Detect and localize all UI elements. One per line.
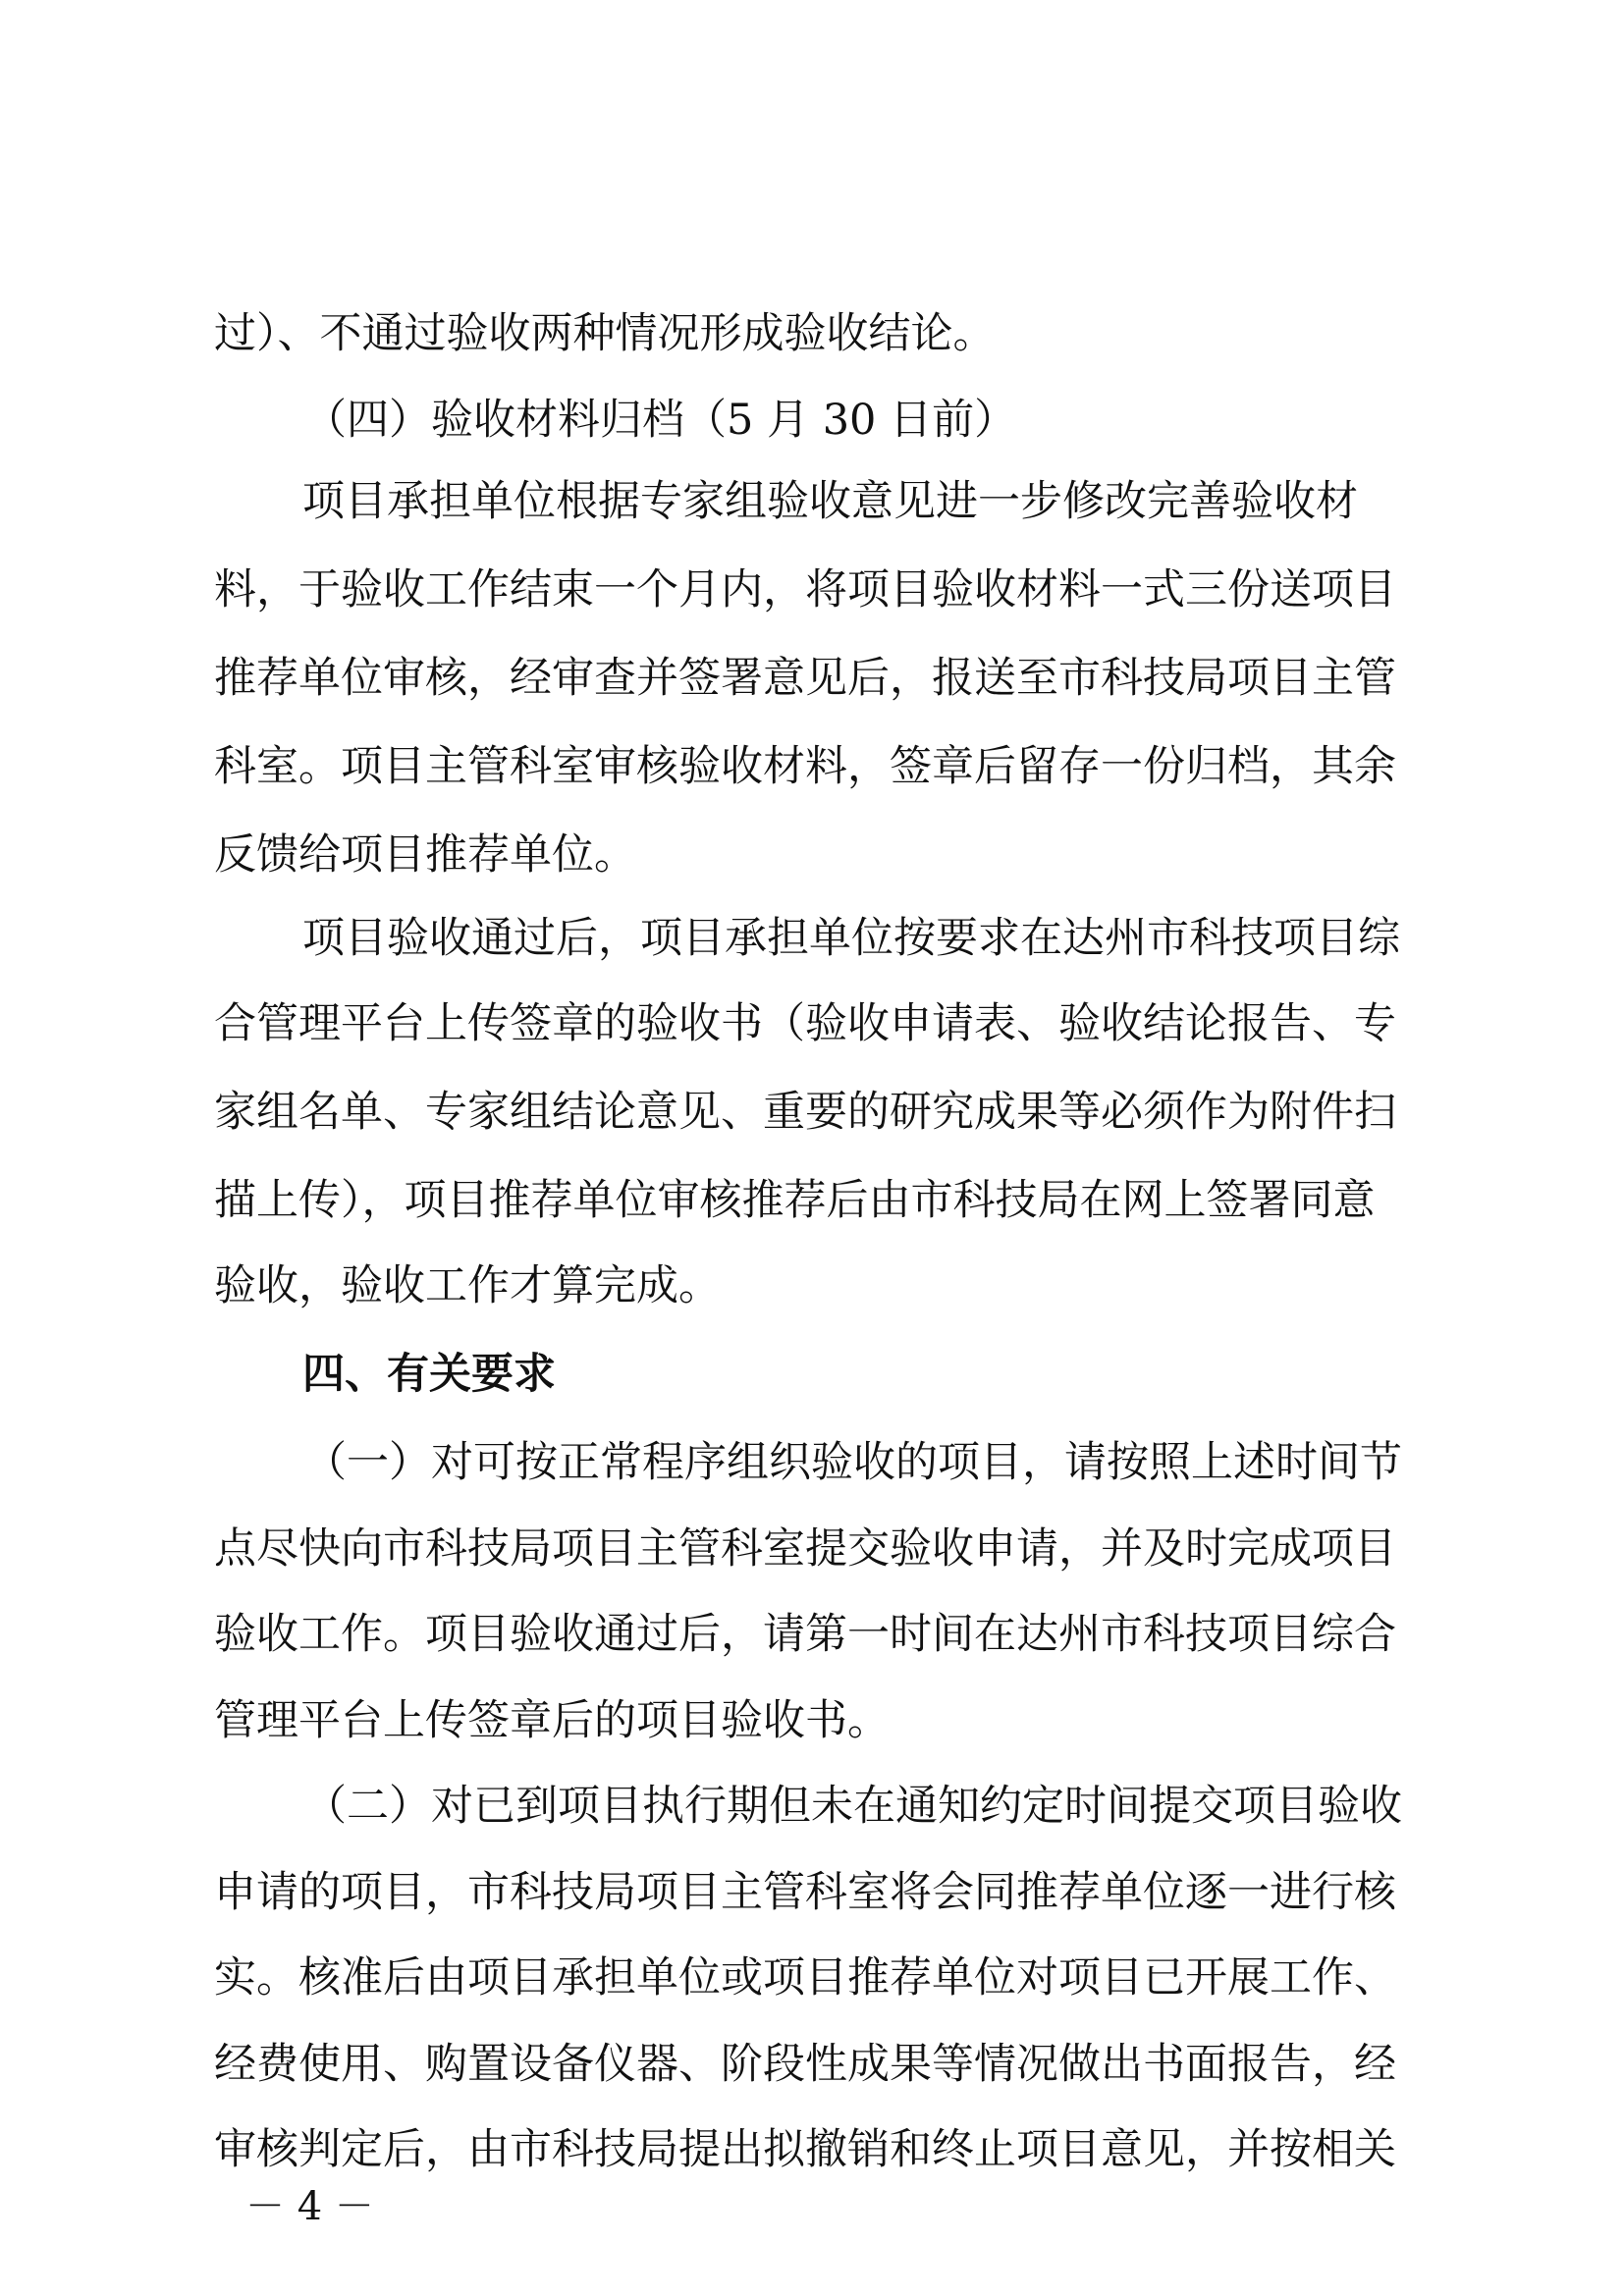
text-line: 描上传），项目推荐单位审核推荐后由市科技局在网上签署同意 xyxy=(214,1176,1376,1225)
text-line: 家组名单、专家组结论意见、重要的研究成果等必须作为附件扫 xyxy=(214,1088,1396,1137)
text-line: 验收，验收工作才算完成。 xyxy=(214,1261,721,1310)
text-line: 推荐单位审核，经审查并签署意见后，报送至市科技局项目主管 xyxy=(214,654,1396,703)
text-line: 点尽快向市科技局项目主管科室提交验收申请，并及时完成项目 xyxy=(214,1524,1396,1574)
text-line: 料，于验收工作结束一个月内，将项目验收材料一式三份送项目 xyxy=(214,565,1396,614)
text-line: 科室。项目主管科室审核验收材料，签章后留存一份归档，其余 xyxy=(214,742,1396,791)
text-line: 反馈给项目推荐单位。 xyxy=(214,830,636,880)
text-line: 过）、不通过验收两种情况形成验收结论。 xyxy=(214,309,996,358)
text-line: （一）对可按正常程序组织验收的项目，请按照上述时间节 xyxy=(304,1438,1402,1487)
text-line: 实。核准后由项目承担单位或项目推荐单位对项目已开展工作、 xyxy=(214,1953,1396,2002)
text-line: 项目承担单位根据专家组验收意见进一步修改完善验收材 xyxy=(302,477,1358,526)
text-line: 管理平台上传签章后的项目验收书。 xyxy=(214,1696,890,1745)
section-heading: 四、有关要求 xyxy=(302,1350,556,1399)
text-line: 申请的项目，市科技局项目主管科室将会同推荐单位逐一进行核 xyxy=(214,1868,1396,1917)
subheading-line: （四）验收材料归档（5 月 30 日前） xyxy=(304,396,1017,445)
text-line: 项目验收通过后，项目承担单位按要求在达州市科技项目综 xyxy=(302,914,1400,963)
text-line: 经费使用、购置设备仪器、阶段性成果等情况做出书面报告，经 xyxy=(214,2040,1396,2089)
page-number: － 4 － xyxy=(245,2184,374,2229)
text-line: 合管理平台上传签章的验收书（验收申请表、验收结论报告、专 xyxy=(214,999,1396,1048)
text-line: （二）对已到项目执行期但未在通知约定时间提交项目验收 xyxy=(304,1782,1402,1831)
text-line: 审核判定后，由市科技局提出拟撤销和终止项目意见，并按相关 xyxy=(214,2125,1396,2174)
text-line: 验收工作。项目验收通过后，请第一时间在达州市科技项目综合 xyxy=(214,1610,1396,1659)
